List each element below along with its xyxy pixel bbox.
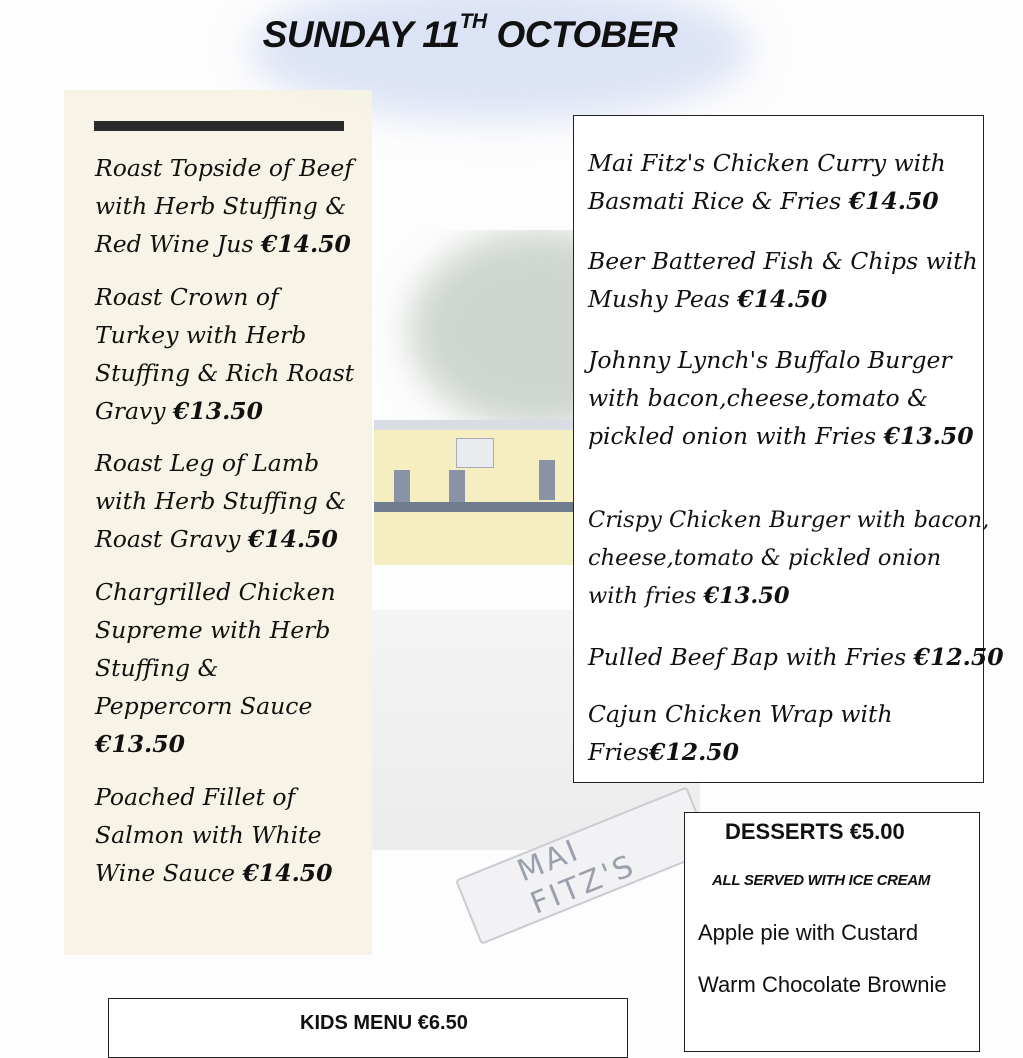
- dessert-item-brownie: Warm Chocolate Brownie: [698, 972, 947, 997]
- desserts-title: DESSERTS €5.00: [725, 819, 905, 844]
- menu-item-beef: Roast Topside of Beef with Herb Stuffing & Red Wine Jus €14.50: [95, 154, 353, 258]
- price: €12.50: [649, 738, 739, 766]
- pub-sign: [456, 438, 494, 468]
- price: €13.50: [703, 583, 790, 609]
- menu-item-chicken-supreme: Chargrilled Chicken Supreme with Herb Stuffing & Peppercorn Sauce €13.50: [95, 573, 336, 763]
- desserts-note: ALL SERVED WITH ICE CREAM: [712, 872, 931, 889]
- menu-item-cajun-wrap: Cajun Chicken Wrap with Fries€12.50: [588, 700, 893, 766]
- menu-item-salmon: Poached Fillet of Salmon with White Wine Sauce €14.50: [95, 783, 333, 887]
- price: €14.50: [260, 230, 351, 258]
- price: €14.50: [242, 859, 333, 887]
- page-title: SUNDAY 11TH OCTOBER: [262, 9, 678, 55]
- menu-item-lamb: Roast Leg of Lamb with Herb Stuffing & Roast Gravy €14.50: [95, 449, 347, 553]
- menu-item-beef-bap: Pulled Beef Bap with Fries €12.50: [588, 643, 1004, 671]
- watermark-sign: MAI FITZ'S: [455, 786, 713, 945]
- price: €12.50: [913, 643, 1004, 671]
- price: €14.50: [247, 525, 338, 553]
- price: €13.50: [883, 422, 974, 450]
- pub-awning: [374, 502, 574, 512]
- menu-item-buffalo-burger: Johnny Lynch's Buffalo Burger with bacon,cheese,tomato & pickled onion with Fries €13.50: [588, 346, 974, 450]
- price: €14.50: [737, 285, 828, 313]
- menu-item-fish-chips: Beer Battered Fish & Chips with Mushy Peas €14.50: [588, 247, 978, 313]
- menu-item-curry: Mai Fitz's Chicken Curry with Basmati Rice & Fries €14.50: [588, 149, 946, 215]
- left-menu-divider: [94, 121, 344, 131]
- price: €13.50: [95, 730, 185, 758]
- pub-building: [374, 420, 574, 565]
- menu-item-turkey: Roast Crown of Turkey with Herb Stuffing & Rich Roast Gravy €13.50: [95, 283, 355, 425]
- kids-menu-title: KIDS MENU €6.50: [300, 1012, 468, 1034]
- price: €14.50: [848, 187, 939, 215]
- price: €13.50: [173, 397, 263, 425]
- menu-item-chicken-burger: Crispy Chicken Burger with bacon, cheese,tomato & pickled onion with fries €13.50: [588, 507, 990, 609]
- dessert-item-apple-pie: Apple pie with Custard: [698, 920, 919, 945]
